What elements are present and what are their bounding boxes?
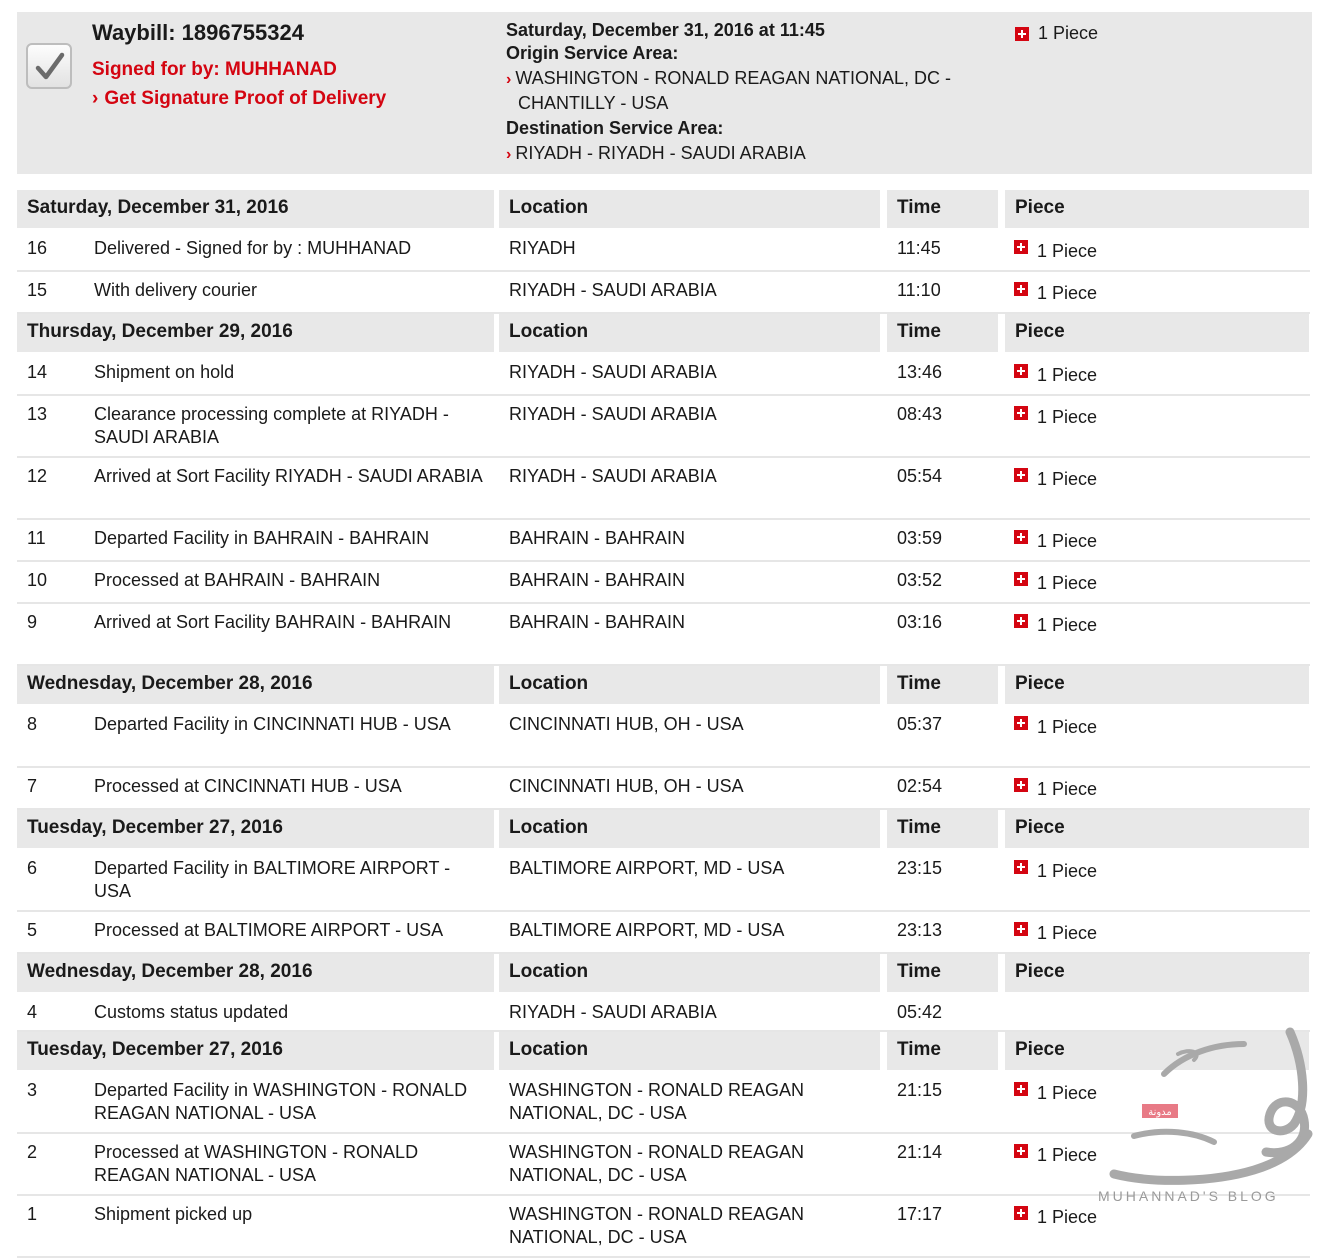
event-description: Departed Facility in BALTIMORE AIRPORT - USA <box>94 858 451 901</box>
table-row <box>17 912 1310 954</box>
time-column-header: Time <box>887 954 998 992</box>
event-time: 21:15 <box>897 1080 943 1100</box>
event-number: 7 <box>27 776 38 796</box>
event-time: 05:42 <box>897 1002 943 1022</box>
event-description: Processed at CINCINNATI HUB - USA <box>94 776 402 796</box>
expand-plus-icon[interactable] <box>1014 1082 1028 1096</box>
expand-plus-icon[interactable] <box>1014 922 1028 936</box>
event-pieces[interactable]: 1 Piece <box>1004 706 1310 766</box>
origin-label: Origin Service Area: <box>506 43 679 63</box>
waybill-number: Waybill: 1896755324 <box>92 20 304 45</box>
event-location: RIYADH - SAUDI ARABIA <box>509 1002 717 1022</box>
event-time: 05:37 <box>897 714 943 734</box>
table-row <box>17 562 1310 604</box>
event-time: 11:45 <box>897 238 941 258</box>
location-column-header: Location <box>499 666 880 704</box>
table-row <box>17 272 1310 314</box>
expand-plus-icon[interactable] <box>1014 1206 1028 1220</box>
event-time: 02:54 <box>897 776 943 796</box>
event-location: BAHRAIN - BAHRAIN <box>509 528 686 548</box>
expand-plus-icon[interactable] <box>1014 406 1028 420</box>
event-time: 03:16 <box>897 612 943 632</box>
chevron-right-icon: › <box>92 88 99 109</box>
blog-watermark-caption: MUHANNAD'S BLOG <box>1098 1188 1279 1204</box>
table-row <box>17 230 1310 272</box>
date-group-header <box>17 954 1310 994</box>
table-row <box>17 706 1310 768</box>
expand-plus-icon[interactable] <box>1014 614 1028 628</box>
event-number: 13 <box>27 404 48 424</box>
event-pieces[interactable]: 1 Piece <box>1004 272 1310 312</box>
event-number: 11 <box>27 528 46 548</box>
event-pieces[interactable]: 1 Piece <box>1004 912 1310 952</box>
event-number: 10 <box>27 570 48 590</box>
event-number: 15 <box>27 280 48 300</box>
event-time: 03:59 <box>897 528 943 548</box>
time-column-header: Time <box>887 314 998 352</box>
event-location: WASHINGTON - RONALD REAGAN NATIONAL, DC - USA <box>509 1080 805 1123</box>
time-column-header: Time <box>887 666 998 704</box>
date-group-header <box>17 666 1310 706</box>
expand-plus-icon[interactable] <box>1014 860 1028 874</box>
event-description: Departed Facility in BAHRAIN - BAHRAIN <box>94 528 430 548</box>
event-description: Arrived at Sort Facility BAHRAIN - BAHRAIN <box>94 612 452 632</box>
event-location: WASHINGTON - RONALD REAGAN NATIONAL, DC - USA <box>509 1204 805 1247</box>
event-description: With delivery courier <box>94 280 258 300</box>
expand-plus-icon[interactable] <box>1014 572 1028 586</box>
expand-plus-icon[interactable] <box>1014 1144 1028 1158</box>
date-group-header <box>17 190 1310 230</box>
expand-plus-icon[interactable] <box>1014 240 1028 254</box>
event-location: CINCINNATI HUB, OH - USA <box>509 776 744 796</box>
event-pieces[interactable]: 1 Piece <box>1004 354 1310 394</box>
table-row <box>17 520 1310 562</box>
location-column-header: Location <box>499 190 880 228</box>
piece-column-header: Piece <box>1005 1032 1309 1070</box>
expand-plus-icon[interactable] <box>1014 778 1028 792</box>
event-time: 23:15 <box>897 858 943 878</box>
origin-line-2: CHANTILLY - USA <box>518 93 669 113</box>
event-time: 17:17 <box>897 1204 943 1224</box>
event-description: Processed at WASHINGTON - RONALD REAGAN NATIONAL - USA <box>94 1142 419 1185</box>
table-row <box>17 354 1310 396</box>
expand-plus-icon[interactable] <box>1014 364 1028 378</box>
event-pieces[interactable]: 1 Piece <box>1004 1072 1310 1132</box>
event-description: Processed at BALTIMORE AIRPORT - USA <box>94 920 444 940</box>
table-row <box>17 850 1310 912</box>
event-number: 3 <box>27 1080 38 1100</box>
event-number: 4 <box>27 1002 38 1022</box>
time-column-header: Time <box>887 190 998 228</box>
date-group-header <box>17 314 1310 354</box>
location-column-header: Location <box>499 954 880 992</box>
location-column-header: Location <box>499 810 880 848</box>
event-location: BALTIMORE AIRPORT, MD - USA <box>509 920 785 940</box>
event-time: 03:52 <box>897 570 943 590</box>
event-description: Processed at BAHRAIN - BAHRAIN <box>94 570 381 590</box>
destination-line: › RIYADH - RIYADH - SAUDI ARABIA <box>506 143 806 163</box>
event-pieces[interactable]: 1 Piece <box>1004 458 1310 518</box>
event-description: Shipment on hold <box>94 362 235 382</box>
event-location: BAHRAIN - BAHRAIN <box>509 612 686 632</box>
event-number: 8 <box>27 714 38 734</box>
event-location: WASHINGTON - RONALD REAGAN NATIONAL, DC - USA <box>509 1142 805 1185</box>
event-description: Departed Facility in CINCINNATI HUB - USA <box>94 714 451 734</box>
chevron-right-icon: › <box>506 146 512 163</box>
signature-proof-link[interactable] <box>92 88 386 110</box>
event-time: 08:43 <box>897 404 943 424</box>
event-description: Customs status updated <box>94 1002 289 1022</box>
event-location: BALTIMORE AIRPORT, MD - USA <box>509 858 785 878</box>
event-pieces[interactable]: 1 Piece <box>1004 1196 1310 1256</box>
group-date: Thursday, December 29, 2016 <box>17 314 494 352</box>
event-time: 13:46 <box>897 362 943 382</box>
signed-for: Signed for by: MUHHANAD <box>92 59 337 80</box>
event-pieces[interactable]: 1 Piece <box>1004 1134 1310 1194</box>
expand-plus-icon[interactable] <box>1015 27 1029 41</box>
table-row <box>17 604 1310 666</box>
table-row <box>17 396 1310 458</box>
event-pieces[interactable]: 1 Piece <box>1004 768 1310 808</box>
group-date: Wednesday, December 28, 2016 <box>17 666 494 704</box>
event-location: RIYADH - SAUDI ARABIA <box>509 362 717 382</box>
destination-label: Destination Service Area: <box>506 118 724 138</box>
event-time: 21:14 <box>897 1142 943 1162</box>
event-pieces[interactable]: 1 Piece <box>1004 562 1310 602</box>
event-number: 2 <box>27 1142 38 1162</box>
event-location: RIYADH - SAUDI ARABIA <box>509 466 717 486</box>
group-date: Wednesday, December 28, 2016 <box>17 954 494 992</box>
group-date: Tuesday, December 27, 2016 <box>17 810 494 848</box>
event-number: 9 <box>27 612 38 632</box>
location-column-header: Location <box>499 1032 880 1070</box>
signature-proof-label[interactable]: Get Signature Proof of Delivery <box>104 88 387 109</box>
event-number: 6 <box>27 858 38 878</box>
event-number: 1 <box>27 1204 38 1224</box>
piece-column-header: Piece <box>1005 954 1309 992</box>
event-time: 23:13 <box>897 920 943 940</box>
piece-column-header: Piece <box>1005 666 1309 704</box>
delivered-check-icon <box>26 43 72 89</box>
event-time: 11:10 <box>897 280 941 300</box>
piece-column-header: Piece <box>1005 190 1309 228</box>
event-number: 14 <box>27 362 48 382</box>
event-number: 12 <box>27 466 48 486</box>
event-location: RIYADH <box>509 238 576 258</box>
shipment-summary <box>17 12 1312 174</box>
event-time: 05:54 <box>897 466 943 486</box>
event-number: 5 <box>27 920 38 940</box>
event-description: Arrived at Sort Facility RIYADH - SAUDI ARABIA <box>94 466 483 486</box>
event-pieces[interactable]: 1 Piece <box>1004 850 1310 910</box>
event-number: 16 <box>27 238 48 258</box>
event-description: Clearance processing complete at RIYADH - SAUDI ARABIA <box>94 404 449 447</box>
expand-plus-icon[interactable] <box>1014 716 1028 730</box>
svg-text:مدونة: مدونة <box>1148 1107 1172 1118</box>
event-location: RIYADH - SAUDI ARABIA <box>509 280 717 300</box>
expand-plus-icon[interactable] <box>1014 282 1028 296</box>
delivery-datetime: Saturday, December 31, 2016 at 11:45 <box>506 20 825 40</box>
event-location: BAHRAIN - BAHRAIN <box>509 570 686 590</box>
piece-column-header: Piece <box>1005 810 1309 848</box>
expand-plus-icon[interactable] <box>1014 468 1028 482</box>
chevron-right-icon: › <box>506 71 512 88</box>
date-group-header <box>17 810 1310 850</box>
group-date: Tuesday, December 27, 2016 <box>17 1032 494 1070</box>
origin-line-1: › WASHINGTON - RONALD REAGAN NATIONAL, DC - <box>506 68 952 88</box>
event-description: Departed Facility in WASHINGTON - RONALD REAGAN NATIONAL - USA <box>94 1080 468 1123</box>
summary-pieces[interactable]: 1 Piece <box>1015 23 1098 44</box>
table-row <box>17 458 1310 520</box>
blog-watermark-logo <box>1094 1024 1318 1208</box>
event-description: Delivered - Signed for by : MUHHANAD <box>94 238 412 258</box>
event-description: Shipment picked up <box>94 1204 253 1224</box>
location-column-header: Location <box>499 314 880 352</box>
event-pieces[interactable]: 1 Piece <box>1004 604 1310 664</box>
event-pieces[interactable]: 1 Piece <box>1004 230 1310 270</box>
event-pieces[interactable]: 1 Piece <box>1004 396 1310 456</box>
group-date: Saturday, December 31, 2016 <box>17 190 494 228</box>
expand-plus-icon[interactable] <box>1014 530 1028 544</box>
table-row <box>17 768 1310 810</box>
time-column-header: Time <box>887 1032 998 1070</box>
event-location: CINCINNATI HUB, OH - USA <box>509 714 744 734</box>
time-column-header: Time <box>887 810 998 848</box>
piece-column-header: Piece <box>1005 314 1309 352</box>
event-location: RIYADH - SAUDI ARABIA <box>509 404 717 424</box>
event-pieces[interactable]: 1 Piece <box>1004 520 1310 560</box>
